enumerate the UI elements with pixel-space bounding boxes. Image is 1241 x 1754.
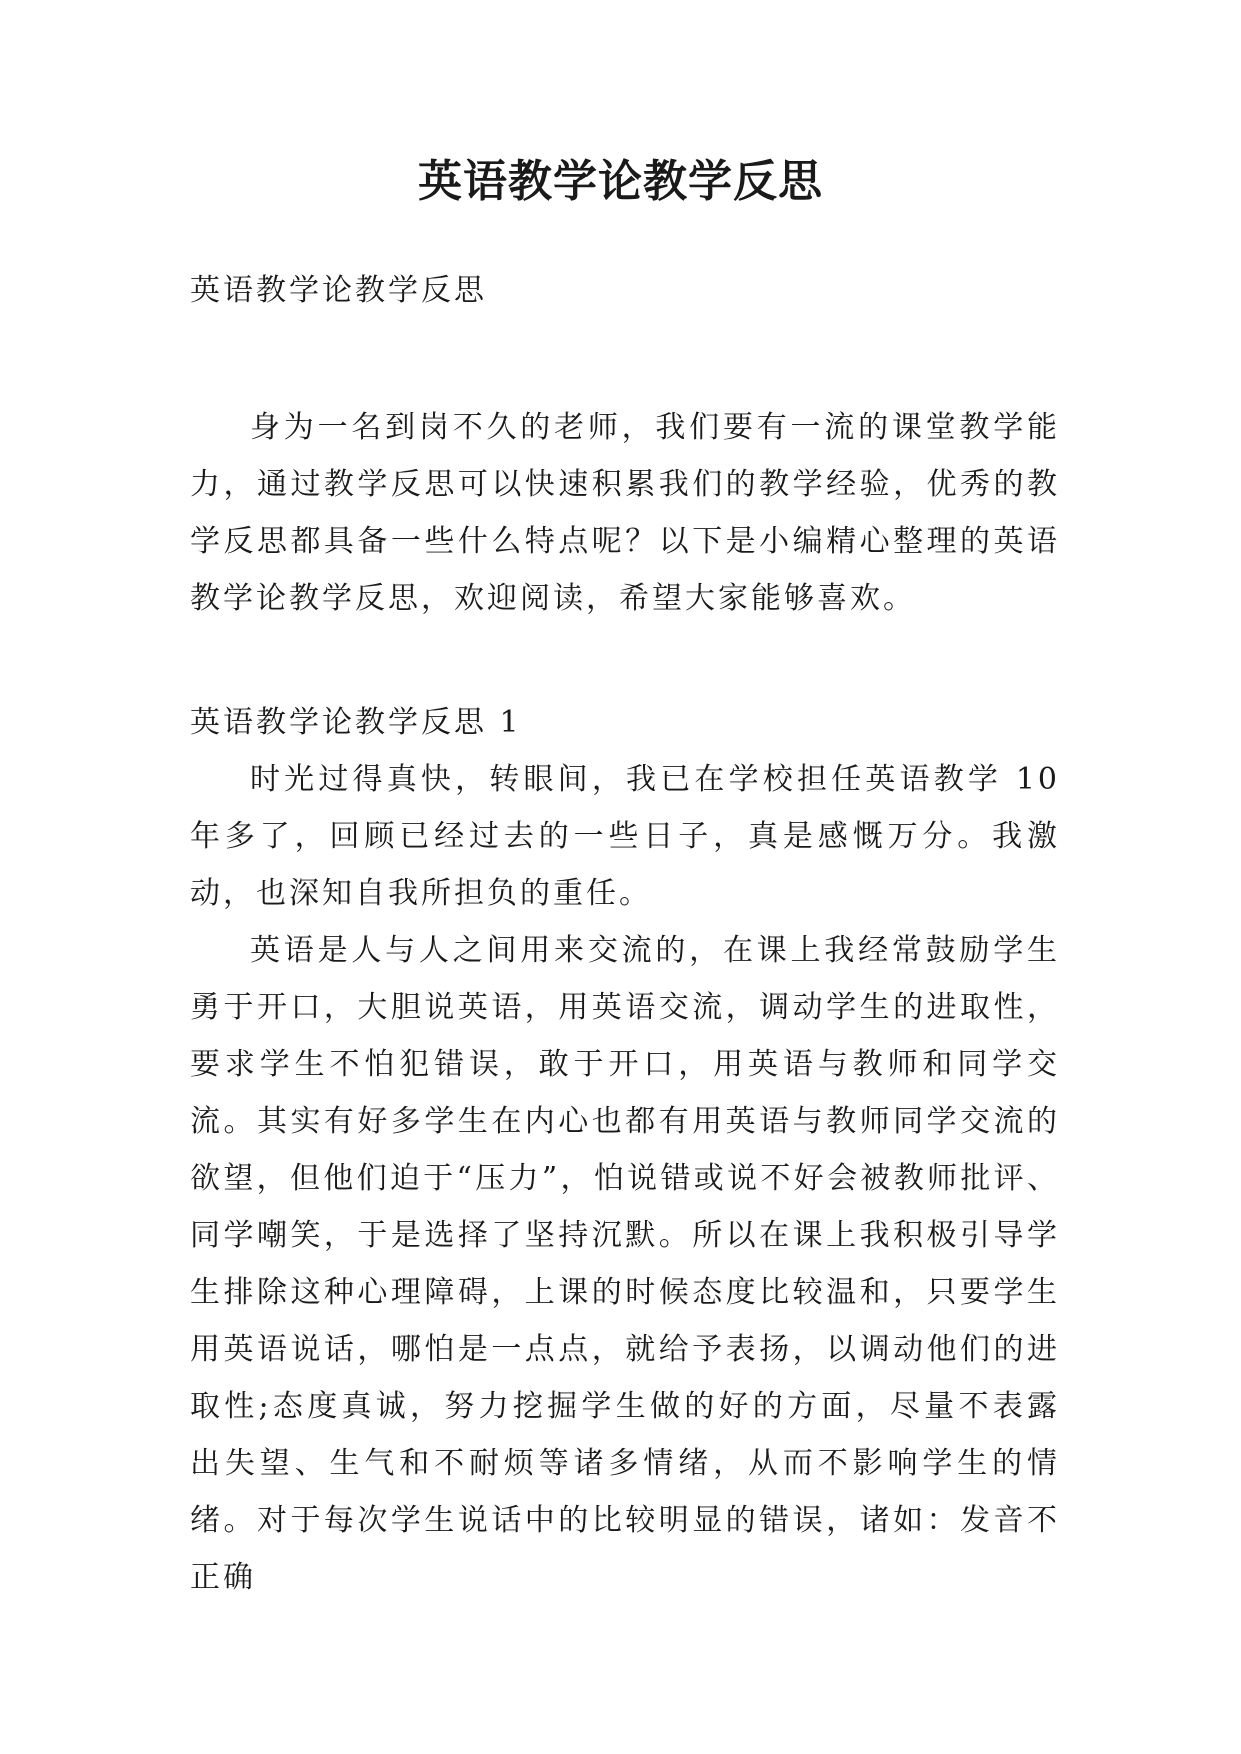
document-subtitle: 英语教学论教学反思 bbox=[190, 273, 487, 308]
document-title: 英语教学论教学反思 bbox=[418, 156, 823, 207]
document-body bbox=[190, 262, 1060, 1606]
body-paragraph: 时光过得真快，转眼间，我已在学校担任英语教学 10 年多了，回顾已经过去的一些日子，真是感慨万分。我激动，也深知自我所担负的重任。 bbox=[190, 762, 1060, 911]
body-paragraph: 英语是人与人之间用来交流的，在课上我经常鼓励学生勇于开口，大胆说英语，用英语交流，调动学生的进取性，要求学生不怕犯错误，敢于开口，用英语与教师和同学交流。其实有好多学生在内心也都有用英语与教师同学交流的欲望，但他们迫于“压力”，怕说错或说不好会被教师批评、同学嘲笑，于是选择了坚持沉默。所以在课上我积极引导学生排除这种心理障碍，上课的时候态度比较温和，只要学生用英语说话，哪怕是一点点，就给予表扬，以调动他们的进取性;态度真诚，努力挖掘学生做的好的方面，尽量不表露出失望、生气和不耐烦等诸多情绪，从而不影响学生的情绪。对于每次学生说话中的比较明显的错误，诸如：发音不正确 bbox=[190, 933, 1060, 1595]
section-heading: 英语教学论教学反思 1 bbox=[190, 705, 522, 740]
intro-paragraph: 身为一名到岗不久的老师，我们要有一流的课堂教学能力，通过教学反思可以快速积累我们的教学经验，优秀的教学反思都具备一些什么特点呢？以下是小编精心整理的英语教学论教学反思，欢迎阅读，希望大家能够喜欢。 bbox=[190, 410, 1060, 616]
